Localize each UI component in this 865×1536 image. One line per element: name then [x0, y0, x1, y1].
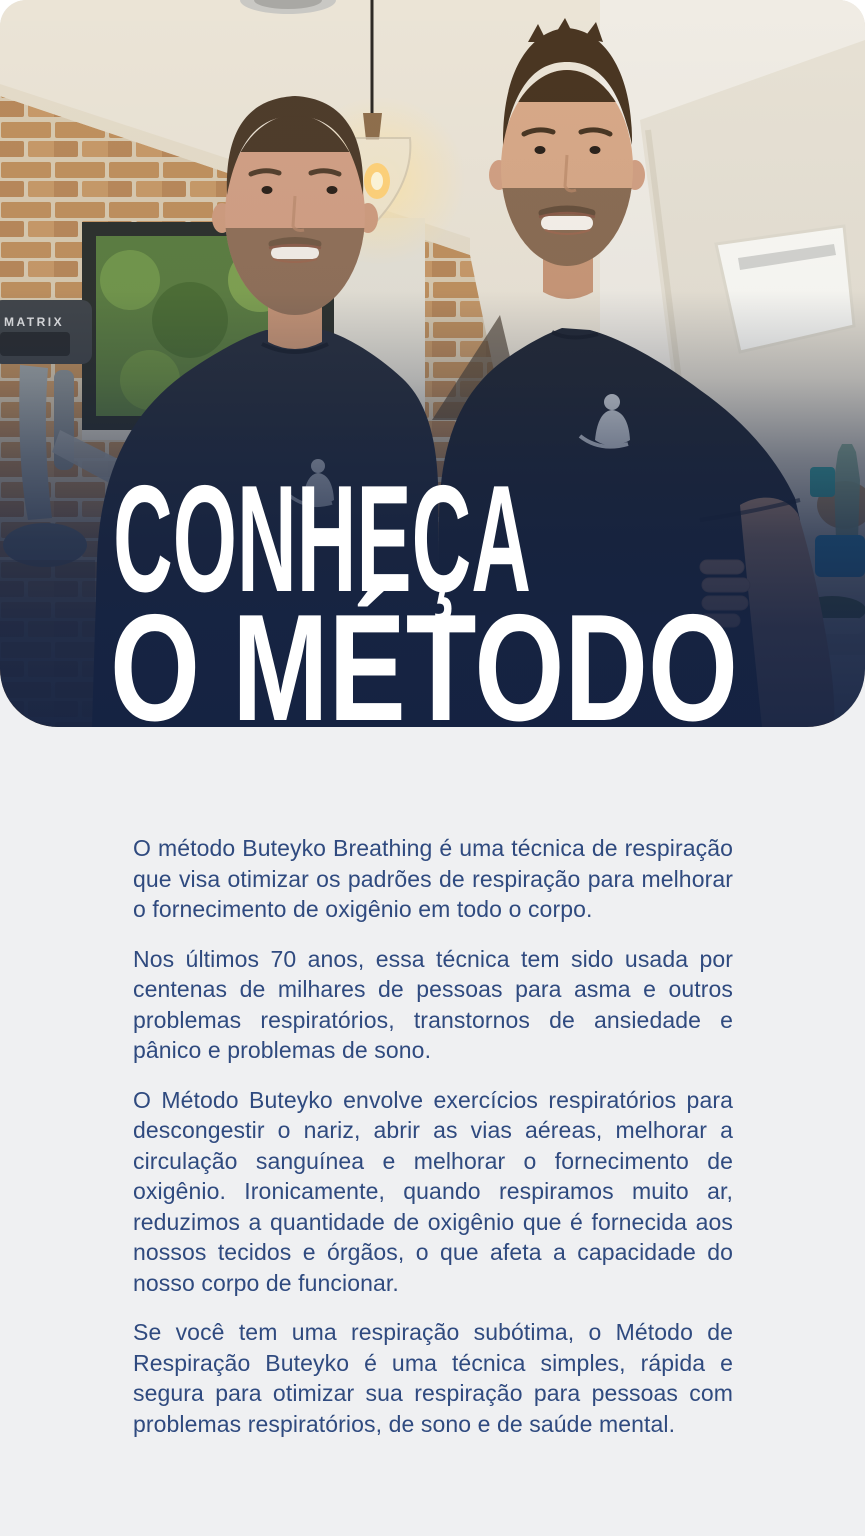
hero-title-line1: CONHEÇA	[113, 454, 531, 624]
paragraph-method-intro: O método Buteyko Breathing é uma técnica de respiração que visa otimizar os padrões de respiração para melhorar o fornecimento de oxigênio em todo o corpo.	[133, 835, 733, 922]
hero-title-line2: O MÉTODO	[110, 583, 738, 727]
paragraph-history: Nos últimos 70 anos, essa técnica tem sido usada por centenas de milhares de pessoas para asma e outros problemas respiratórios, transtornos de ansiedade e pânico e problemas de sono.	[133, 945, 733, 1063]
hero-photo	[0, 0, 865, 727]
paragraph-who-benefits: Se você tem uma respiração subótima, o Método de Respiração Buteyko é uma técnica simples, rápida e segura para otimizar sua respiração para pessoas com problemas respiratórios, de sono e de saúde mental.	[133, 1319, 733, 1437]
body-text	[0, 727, 865, 1439]
paragraph-how-it-works: O Método Buteyko envolve exercícios respiratórios para descongestir o nariz, abrir as vias aéreas, melhorar a circulação sanguínea e melhorar o fornecimento de oxigênio. Ironicamente, quando respiramos muito ar, reduzimos a quantidade de oxigênio que é fornecida aos nossos tecidos e órgãos, o que afeta a capacidade do nosso corpo de funcionar.	[133, 1086, 733, 1296]
hero-photo-illustration	[0, 0, 865, 727]
